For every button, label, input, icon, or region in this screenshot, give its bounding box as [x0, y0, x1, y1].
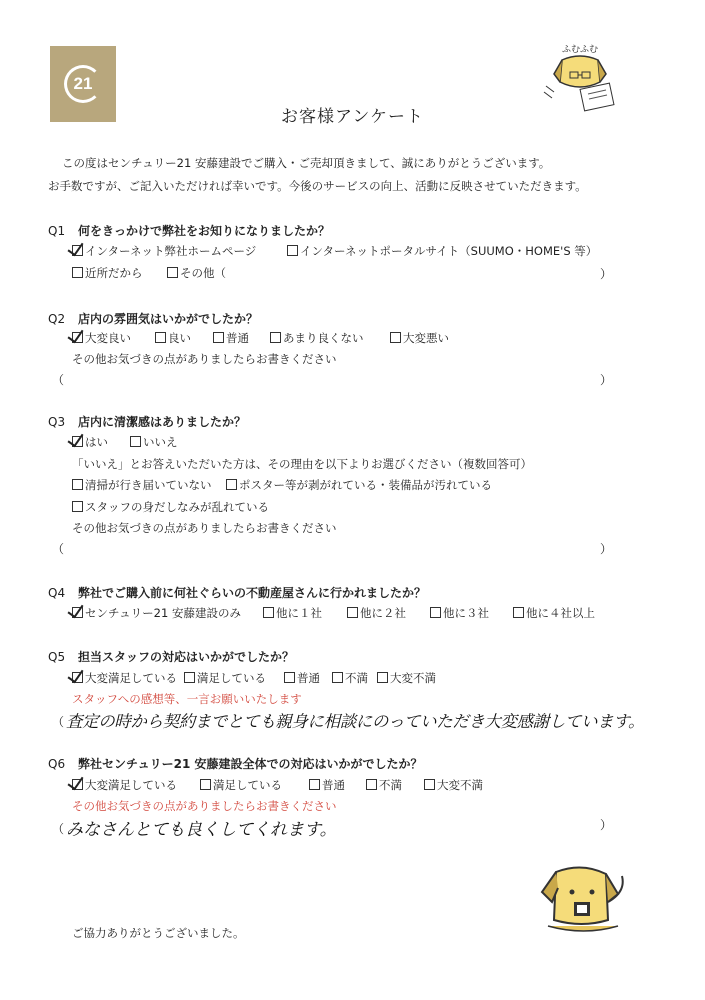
checkbox-checked-icon[interactable] — [72, 672, 83, 683]
intro-line-1: この度はセンチュリー21 安藤建設でご購入・ご売却頂きまして、誠にありがとうございます。 — [62, 156, 551, 170]
q5-question: Q5 担当スタッフの対応はいかがでしたか？ — [48, 650, 295, 664]
q2-question: Q2 店内の雰囲気はいかがでしたか？ — [48, 312, 259, 326]
checkbox-icon[interactable] — [213, 332, 224, 343]
checkbox-icon[interactable] — [72, 267, 83, 278]
q3-option-yes[interactable]: はい — [72, 434, 108, 450]
q6-handwritten-answer: みなさんとても良くしてくれます。 — [66, 820, 337, 840]
checkbox-checked-icon[interactable] — [72, 245, 83, 256]
q1-option-1[interactable]: インターネット弊社ホームページ — [72, 243, 256, 259]
q6-option-5[interactable]: 大変不満 — [424, 777, 483, 793]
q5-option-4[interactable]: 不満 — [332, 670, 368, 686]
q2-option-4[interactable]: あまり良くない — [270, 330, 364, 346]
q5-option-5[interactable]: 大変不満 — [377, 670, 436, 686]
checkbox-icon[interactable] — [167, 267, 178, 278]
checkbox-icon[interactable] — [130, 436, 141, 447]
q4-option-5[interactable]: 他に４社以上 — [513, 605, 595, 621]
q3-reason-3[interactable]: スタッフの身だしなみが乱れている — [72, 499, 269, 515]
checkbox-checked-icon[interactable] — [72, 607, 83, 618]
logo-mark: 21 — [64, 65, 102, 103]
page-title: お客様アンケート — [281, 107, 424, 127]
checkbox-icon[interactable] — [347, 607, 358, 618]
checkbox-icon[interactable] — [513, 607, 524, 618]
checkbox-checked-icon[interactable] — [72, 332, 83, 343]
checkbox-icon[interactable] — [72, 501, 83, 512]
q3-option-no[interactable]: いいえ — [130, 434, 178, 450]
checkbox-icon[interactable] — [263, 607, 274, 618]
q5-option-1[interactable]: 大変満足している — [72, 670, 177, 686]
checkbox-icon[interactable] — [366, 779, 377, 790]
q6-option-2[interactable]: 満足している — [200, 777, 282, 793]
checkbox-icon[interactable] — [270, 332, 281, 343]
intro-line-2: お手数ですが、ご記入いただければ幸いです。今後のサービスの向上、活動に反映させていただきます。 — [48, 179, 587, 193]
q6-question: Q6 弊社センチュリー21 安藤建設全体での対応はいかがでしたか？ — [48, 757, 423, 771]
q6-prompt: その他お気づきの点がありましたらお書きください — [72, 799, 337, 813]
checkbox-checked-icon[interactable] — [72, 436, 83, 447]
q6-option-3[interactable]: 普通 — [309, 777, 345, 793]
q6-open-paren: （ — [52, 822, 65, 836]
q2-option-3[interactable]: 普通 — [213, 330, 249, 346]
thanks-text: ご協力ありがとうございました。 — [72, 926, 245, 940]
q5-option-3[interactable]: 普通 — [284, 670, 320, 686]
q6-close-paren: ） — [600, 818, 613, 832]
checkbox-icon[interactable] — [72, 479, 83, 490]
q4-option-3[interactable]: 他に２社 — [347, 605, 406, 621]
q1-close-paren: ） — [600, 267, 613, 281]
q5-open-paren: （ — [52, 715, 65, 729]
q5-prompt: スタッフへの感想等、一言お願いいたします — [72, 692, 302, 706]
checkbox-icon[interactable] — [377, 672, 388, 683]
q3-comment-prompt: その他お気づきの点がありましたらお書きください — [72, 521, 337, 535]
q2-comment-prompt: その他お気づきの点がありましたらお書きください — [72, 352, 337, 366]
q2-option-1[interactable]: 大変良い — [72, 330, 131, 346]
q4-option-1[interactable]: センチュリー21 安藤建設のみ — [72, 605, 241, 621]
checkbox-icon[interactable] — [309, 779, 320, 790]
q3-followup: 「いいえ」とお答えいただいた方は、その理由を以下よりお選びください（複数回答可） — [72, 457, 532, 471]
q4-option-2[interactable]: 他に１社 — [263, 605, 322, 621]
mascot-dog-bottom-icon — [538, 862, 630, 934]
checkbox-icon[interactable] — [332, 672, 343, 683]
q1-text: 何をきっかけで弊社をお知りになりましたか？ — [78, 224, 331, 238]
checkbox-checked-icon[interactable] — [72, 779, 83, 790]
checkbox-icon[interactable] — [430, 607, 441, 618]
q4-question: Q4 弊社でご購入前に何社ぐらいの不動産屋さんに行かれましたか？ — [48, 586, 427, 600]
checkbox-icon[interactable] — [184, 672, 195, 683]
q3-reason-1[interactable]: 清掃が行き届いていない — [72, 477, 212, 493]
q5-option-2[interactable]: 満足している — [184, 670, 266, 686]
q1-option-4[interactable]: その他（ — [167, 265, 226, 281]
q6-option-4[interactable]: 不満 — [366, 777, 402, 793]
q6-option-1[interactable]: 大変満足している — [72, 777, 177, 793]
checkbox-icon[interactable] — [226, 479, 237, 490]
mascot-caption: ふむふむ — [562, 45, 599, 55]
q1-number: Q1 — [48, 224, 66, 238]
checkbox-icon[interactable] — [284, 672, 295, 683]
q4-option-4[interactable]: 他に３社 — [430, 605, 489, 621]
q2-close-paren: ） — [600, 373, 613, 387]
q1-question — [48, 222, 330, 239]
checkbox-icon[interactable] — [424, 779, 435, 790]
q2-open-paren: （ — [52, 373, 65, 387]
q2-option-2[interactable]: 良い — [155, 330, 191, 346]
checkbox-icon[interactable] — [287, 245, 298, 256]
checkbox-icon[interactable] — [390, 332, 401, 343]
q3-open-paren: （ — [52, 542, 65, 556]
checkbox-icon[interactable] — [200, 779, 211, 790]
q3-question: Q3 店内に清潔感はありましたか？ — [48, 415, 247, 429]
q2-option-5[interactable]: 大変悪い — [390, 330, 449, 346]
q1-option-2[interactable]: インターネットポータルサイト（SUUMO・HOME'S 等） — [287, 243, 597, 259]
checkbox-icon[interactable] — [155, 332, 166, 343]
q3-reason-2[interactable]: ポスター等が剥がれている・装備品が汚れている — [226, 477, 492, 493]
q5-handwritten-answer: 査定の時から契約までとても親身に相談にのっていただき大変感謝しています。 — [66, 712, 645, 731]
q3-close-paren: ） — [600, 542, 613, 556]
q1-option-3[interactable]: 近所だから — [72, 265, 143, 281]
